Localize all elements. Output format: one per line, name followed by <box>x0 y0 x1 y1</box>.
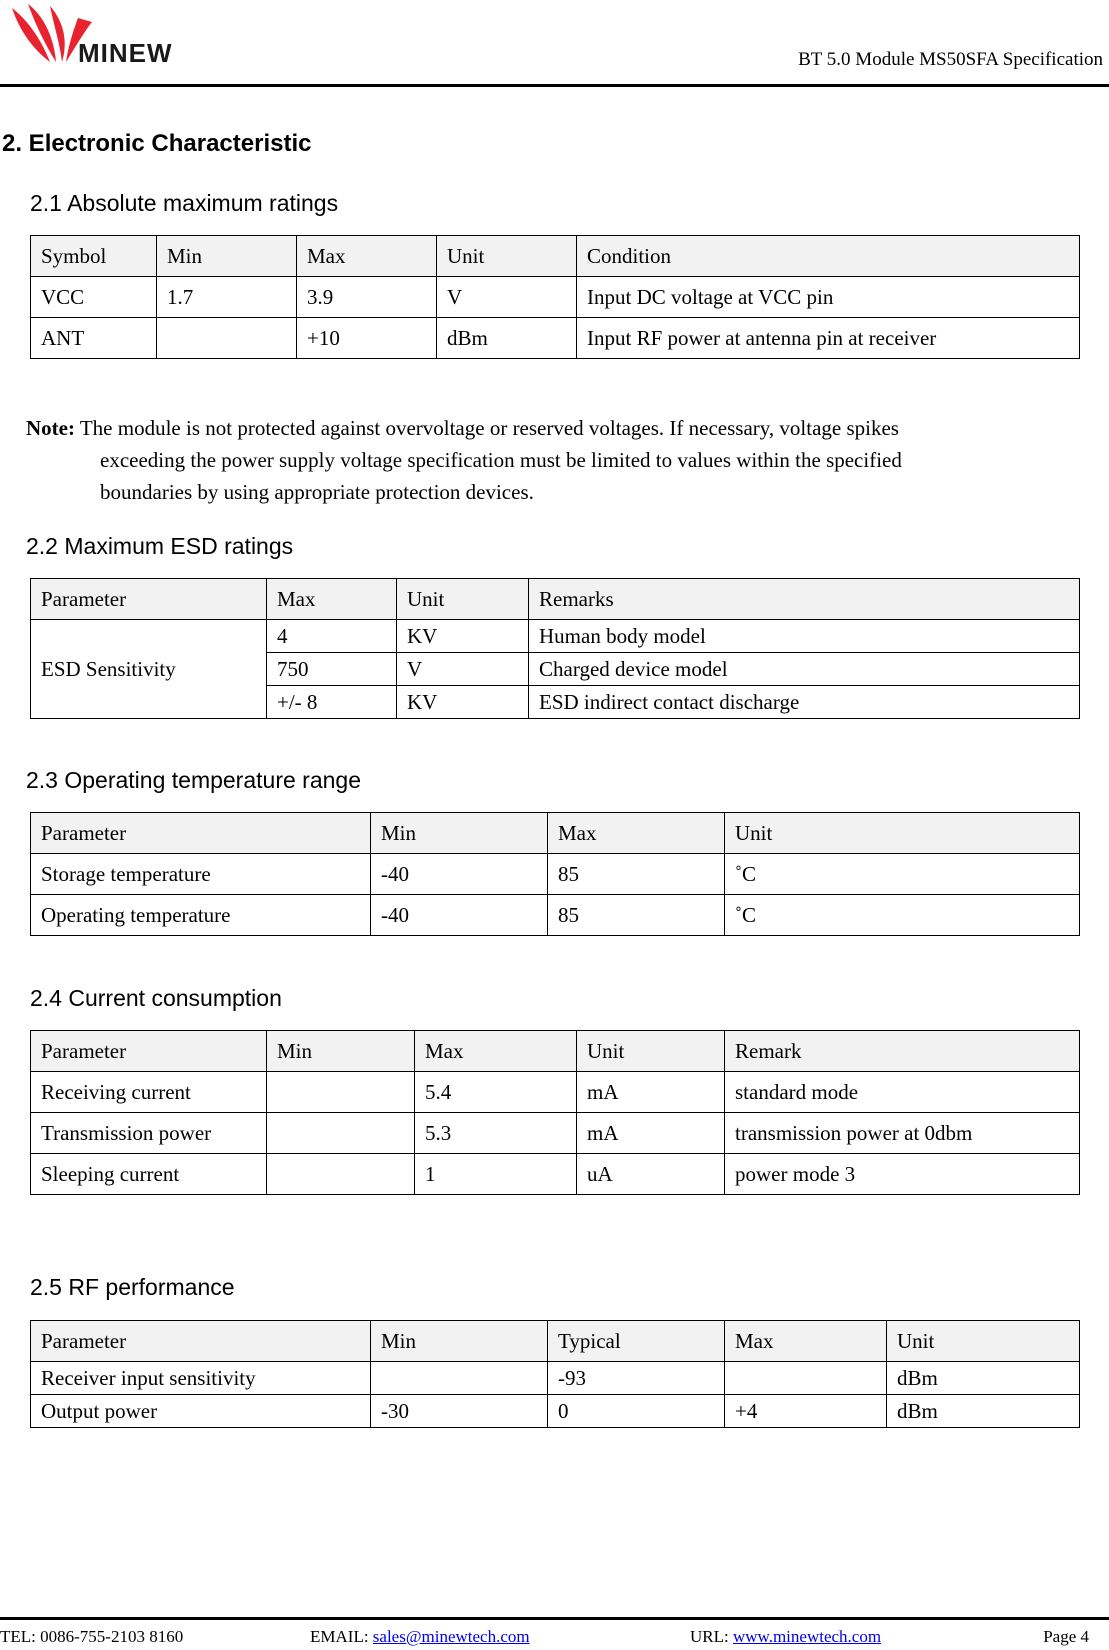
header-cell: Unit <box>577 1031 725 1072</box>
table-cell: Human body model <box>529 620 1080 653</box>
table-cell: 750 <box>267 653 397 686</box>
table-cell: Receiving current <box>31 1072 267 1113</box>
table-cell: 3.9 <box>297 277 437 318</box>
table-cell: VCC <box>31 277 157 318</box>
table-cell: power mode 3 <box>725 1154 1080 1195</box>
table-cell: ANT <box>31 318 157 359</box>
footer-email-label: EMAIL: <box>310 1627 373 1646</box>
header-cell: Unit <box>437 236 577 277</box>
table-row <box>31 1072 1080 1113</box>
table-cell: V <box>437 277 577 318</box>
note-line-2: exceeding the power supply voltage specification must be limited to values within the specified <box>100 448 902 472</box>
table-cell: Charged device model <box>529 653 1080 686</box>
rf-heading: 2.5 RF performance <box>30 1274 235 1300</box>
table-row <box>31 1154 1080 1195</box>
table-cell: dBm <box>887 1395 1080 1428</box>
header-cell: Min <box>267 1031 415 1072</box>
header-cell: Typical <box>548 1321 725 1362</box>
table-header-row <box>31 236 1080 277</box>
table-cell: V <box>397 653 529 686</box>
table-cell: 5.4 <box>415 1072 577 1113</box>
table-cell: standard mode <box>725 1072 1080 1113</box>
header-cell: Min <box>371 813 548 854</box>
table-cell <box>267 1113 415 1154</box>
header-cell: Max <box>267 579 397 620</box>
note-line-1 <box>26 412 1092 444</box>
header-divider <box>0 84 1109 87</box>
header-cell: Unit <box>887 1321 1080 1362</box>
table-header-row <box>31 813 1080 854</box>
table-cell: -40 <box>371 854 548 895</box>
table-cell: 5.3 <box>415 1113 577 1154</box>
header-cell: Parameter <box>31 1321 371 1362</box>
table-cell: -93 <box>548 1362 725 1395</box>
header-cell: Min <box>371 1321 548 1362</box>
rf-table <box>30 1320 1080 1428</box>
table-cell: Transmission power <box>31 1113 267 1154</box>
header-cell: Min <box>157 236 297 277</box>
table-cell: 0 <box>548 1395 725 1428</box>
table-cell: dBm <box>887 1362 1080 1395</box>
protection-note <box>26 412 1092 508</box>
table-cell: Input RF power at antenna pin at receiver <box>577 318 1080 359</box>
temperature-table <box>30 812 1080 936</box>
table-cell <box>157 318 297 359</box>
table-cell: Sleeping current <box>31 1154 267 1195</box>
table-cell <box>267 1154 415 1195</box>
table-cell: +/- 8 <box>267 686 397 719</box>
table-cell: Input DC voltage at VCC pin <box>577 277 1080 318</box>
header-cell: Unit <box>397 579 529 620</box>
table-cell: uA <box>577 1154 725 1195</box>
table-cell: KV <box>397 620 529 653</box>
table-row <box>31 854 1080 895</box>
header-cell: Remarks <box>529 579 1080 620</box>
table-row <box>31 277 1080 318</box>
footer-url-link[interactable]: www.minewtech.com <box>732 1627 882 1646</box>
logo-wordmark: MINEW <box>78 38 173 68</box>
header-cell: Condition <box>577 236 1080 277</box>
page-number: Page 4 <box>1043 1627 1089 1646</box>
minew-logo <box>6 2 178 68</box>
table-cell: 1 <box>415 1154 577 1195</box>
table-cell: mA <box>577 1113 725 1154</box>
table-cell: -30 <box>371 1395 548 1428</box>
note-label: Note: <box>26 416 75 440</box>
table-cell: 85 <box>548 895 725 936</box>
header-cell: Max <box>725 1321 887 1362</box>
document-title: BT 5.0 Module MS50SFA Specification <box>798 49 1103 70</box>
header-cell: Unit <box>725 813 1080 854</box>
page-header <box>0 0 1109 88</box>
table-row <box>31 895 1080 936</box>
table-cell: Storage temperature <box>31 854 371 895</box>
header-cell: Max <box>297 236 437 277</box>
table-cell: 85 <box>548 854 725 895</box>
table-row <box>31 1395 1080 1428</box>
table-cell: Output power <box>31 1395 371 1428</box>
table-cell: +4 <box>725 1395 887 1428</box>
footer-tel: TEL: 0086-755-2103 8160 <box>0 1627 184 1646</box>
table-header-row <box>31 1031 1080 1072</box>
table-header-row <box>31 1321 1080 1362</box>
table-cell: Operating temperature <box>31 895 371 936</box>
esd-heading: 2.2 Maximum ESD ratings <box>26 533 294 559</box>
table-cell: ˚C <box>725 895 1080 936</box>
current-heading: 2.4 Current consumption <box>30 985 282 1011</box>
table-cell: KV <box>397 686 529 719</box>
header-cell: Remark <box>725 1031 1080 1072</box>
header-cell: Max <box>415 1031 577 1072</box>
header-cell: Parameter <box>31 579 267 620</box>
table-cell <box>725 1362 887 1395</box>
table-cell: mA <box>577 1072 725 1113</box>
table-cell <box>267 1072 415 1113</box>
footer-url-label: URL: <box>690 1627 733 1646</box>
current-table <box>30 1030 1080 1195</box>
abs-max-table <box>30 235 1080 359</box>
table-cell: ESD indirect contact discharge <box>529 686 1080 719</box>
table-header-row <box>31 579 1080 620</box>
header-cell: Parameter <box>31 813 371 854</box>
section-title: 2. Electronic Characteristic <box>2 130 312 157</box>
esd-parameter-cell: ESD Sensitivity <box>31 620 267 719</box>
table-cell: dBm <box>437 318 577 359</box>
footer-email-link[interactable]: sales@minewtech.com <box>372 1627 530 1646</box>
esd-table <box>30 578 1080 719</box>
table-cell: 1.7 <box>157 277 297 318</box>
table-row <box>31 620 1080 653</box>
table-row <box>31 318 1080 359</box>
table-cell: Receiver input sensitivity <box>31 1362 371 1395</box>
footer-url <box>690 1627 881 1647</box>
note-line-3: boundaries by using appropriate protection devices. <box>100 480 534 504</box>
footer-email <box>310 1627 530 1647</box>
abs-max-heading: 2.1 Absolute maximum ratings <box>30 190 339 216</box>
header-cell: Max <box>548 813 725 854</box>
table-cell: transmission power at 0dbm <box>725 1113 1080 1154</box>
table-cell <box>371 1362 548 1395</box>
header-cell: Symbol <box>31 236 157 277</box>
footer-divider <box>0 1617 1109 1620</box>
table-cell: ˚C <box>725 854 1080 895</box>
table-cell: +10 <box>297 318 437 359</box>
table-row <box>31 1362 1080 1395</box>
table-cell: -40 <box>371 895 548 936</box>
note-text-1: The module is not protected against overvoltage or reserved voltages. If necessary, voltage spikes <box>79 416 899 440</box>
table-cell: 4 <box>267 620 397 653</box>
table-row <box>31 1113 1080 1154</box>
header-cell: Parameter <box>31 1031 267 1072</box>
temperature-heading: 2.3 Operating temperature range <box>26 767 361 793</box>
